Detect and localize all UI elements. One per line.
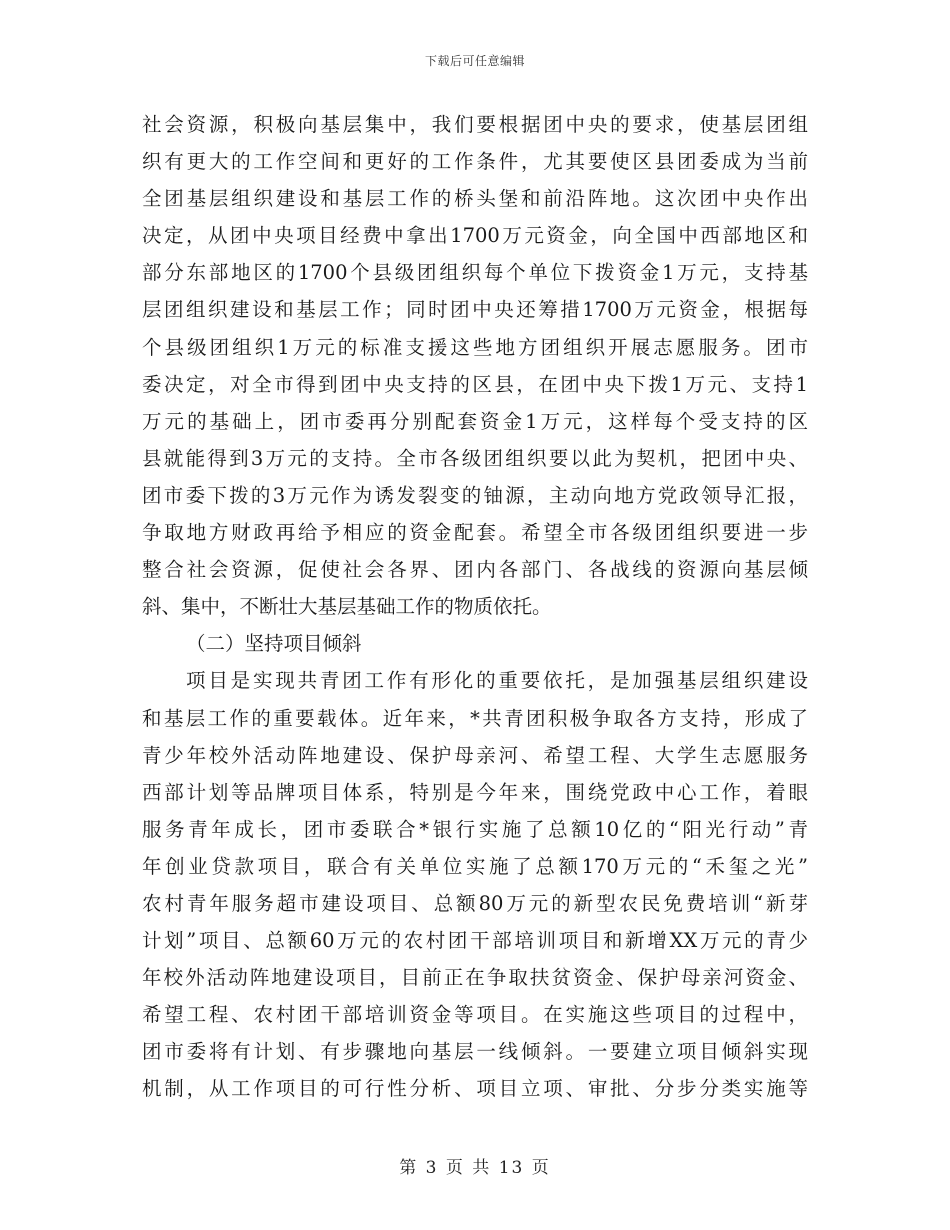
document-body	[142, 106, 808, 1108]
body-line: 和基层工作的重要载体。近年来，*共青团积极争取各方支持，形成了	[142, 706, 808, 730]
body-line: 层团组织建设和基层工作；同时团中央还筹措1700万元资金，根据每	[142, 298, 808, 322]
body-line: 年创业贷款项目，联合有关单位实施了总额170万元的“禾玺之光”	[142, 854, 808, 878]
body-line: 织有更大的工作空间和更好的工作条件，尤其要使区县团委成为当前	[142, 150, 808, 174]
body-line: 团市委将有计划、有步骤地向基层一线倾斜。一要建立项目倾斜实现	[142, 1040, 808, 1064]
body-line: 斜、集中，不断壮大基层基础工作的物质依托。	[142, 595, 552, 619]
body-line: 机制，从工作项目的可行性分析、项目立项、审批、分步分类实施等	[142, 1077, 808, 1101]
body-line: 农村青年服务超市建设项目、总额80万元的新型农民免费培训“新芽	[142, 891, 808, 915]
page-number-footer: 第 3 页 共 13 页	[399, 1158, 551, 1178]
section-heading: （二）坚持项目倾斜	[186, 632, 362, 656]
body-line: 县就能得到3万元的支持。全市各级团组织要以此为契机，把团中央、	[142, 446, 808, 470]
body-line: 万元的基础上，团市委再分别配套资金1万元，这样每个受支持的区	[142, 409, 808, 433]
body-line: 希望工程、农村团干部培训资金等项目。在实施这些项目的过程中，	[142, 1003, 808, 1027]
body-line: 服务青年成长，团市委联合*银行实施了总额10亿的“阳光行动”青	[142, 817, 808, 841]
body-line: 决定，从团中央项目经费中拿出1700万元资金，向全国中西部地区和	[142, 224, 808, 248]
body-line: 部分东部地区的1700个县级团组织每个单位下拨资金1万元，支持基	[142, 261, 808, 285]
body-line: 全团基层组织建设和基层工作的桥头堡和前沿阵地。这次团中央作出	[142, 187, 808, 211]
body-line: 争取地方财政再给予相应的资金配套。希望全市各级团组织要进一步	[142, 521, 808, 545]
body-line: 团市委下拨的3万元作为诱发裂变的铀源，主动向地方党政领导汇报，	[142, 483, 808, 507]
page-header-note: 下载后可任意编辑	[424, 54, 525, 68]
body-line: 西部计划等品牌项目体系，特别是今年来，围绕党政中心工作，着眼	[142, 780, 808, 804]
body-line: 青少年校外活动阵地建设、保护母亲河、希望工程、大学生志愿服务	[142, 743, 808, 767]
body-line: 委决定，对全市得到团中央支持的区县，在团中央下拨1万元、支持1	[142, 372, 808, 396]
body-line: 社会资源，积极向基层集中，我们要根据团中央的要求，使基层团组	[142, 113, 808, 136]
body-line: 整合社会资源，促使社会各界、团内各部门、各战线的资源向基层倾	[142, 558, 808, 582]
body-line: 计划”项目、总额60万元的农村团干部培训项目和新增XX万元的青少	[142, 929, 808, 953]
body-line: 项目是实现共青团工作有形化的重要依托，是加强基层组织建设	[186, 669, 808, 693]
body-line: 年校外活动阵地建设项目，目前正在争取扶贫资金、保护母亲河资金、	[142, 966, 808, 990]
body-line: 个县级团组织1万元的标准支援这些地方团组织开展志愿服务。团市	[142, 335, 808, 359]
